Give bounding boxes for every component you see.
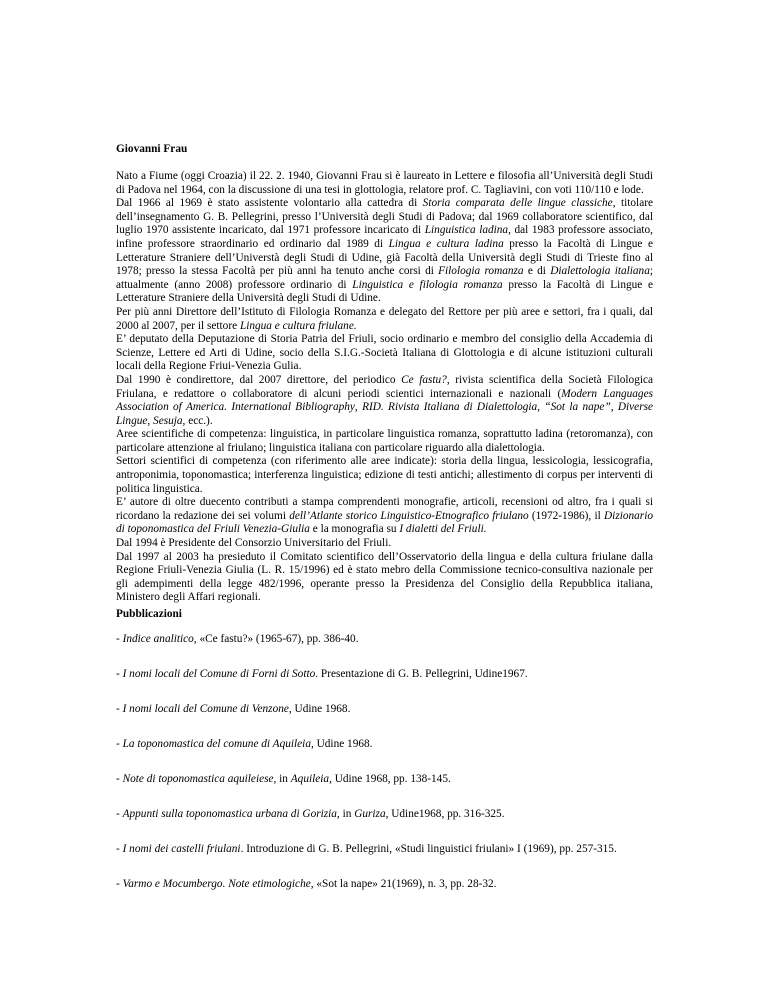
biography <box>116 170 653 605</box>
italic-text-segment: I dialetti del Friuli. <box>399 523 487 536</box>
text-segment: Udine 1968. <box>313 738 373 750</box>
italic-text-segment: Varmo e Mocumbergo. Note etimologiche, <box>122 878 314 890</box>
text-segment: , titolare dell’insegnamento G. B. Pellegrini, presso l’Università degli Studi di Padova; dal 1969 collaboratore scientifico, dal luglio 1970 assistente incaricato, dal 1971 professore incaricato di <box>116 197 653 237</box>
italic-text-segment: La toponomastica del comune di Aquileia, <box>122 738 314 750</box>
italic-text-segment: “Sot la nape”, Diverse Lingue <box>116 401 654 427</box>
italic-text-segment: I nomi locali del Comune di Forni di Sotto <box>122 668 316 680</box>
publication-item <box>116 703 653 717</box>
text-segment: - <box>116 633 123 645</box>
text-segment: - <box>116 878 123 890</box>
publication-item <box>116 843 653 857</box>
bio-paragraph <box>116 170 653 197</box>
italic-text-segment: Aquileia <box>290 773 330 785</box>
publication-item <box>116 808 653 822</box>
publications-heading: Pubblicazioni <box>116 608 182 620</box>
text-segment: Aree scientifiche di competenza: linguistica, in particolare linguistica romanza, soprattutto ladina (retoromanza), con particolare attenzione al friulano; linguistica italiana con particolare riguardo alla dialettologia. <box>116 428 653 454</box>
text-segment: e di <box>523 265 551 278</box>
text-segment: Nato a Fiume (oggi Croazia) il 22. 2. 1940, Giovanni Frau si è laureato in Lettere e filosofia all’Università degli Studi di Padova nel 1964, con la discussione di una tesi in glottologia, relatore prof. C. Tagliavini, con voti 110/110 e lode. <box>116 170 653 196</box>
italic-text-segment: Ce fastu? <box>401 373 447 386</box>
italic-text-segment: Dizionario di toponomastica del Friuli Venezia-Giulia <box>116 509 653 536</box>
publication-item <box>116 738 653 752</box>
italic-text-segment: Modern Languages Association of America. International Bibliography <box>116 387 653 414</box>
text-segment: , Udine 1968, pp. 138-145. <box>329 773 451 785</box>
bio-paragraph <box>116 551 653 605</box>
text-segment: Dal 1994 è Presidente del Consorzio Universitario del Friuli. <box>116 537 392 550</box>
bio-paragraph <box>116 197 653 306</box>
bio-paragraph <box>116 428 653 455</box>
bio-paragraph <box>116 333 653 374</box>
italic-text-segment: Sesuja <box>153 414 183 427</box>
text-segment: E’ autore di oltre duecento contributi a stampa comprendenti monografie, articoli, recensioni od altro, fra i quali si ricordano la redazione dei sei volumi <box>116 496 653 522</box>
italic-text-segment: RID. Rivista Italiana di Dialettologia <box>362 401 538 414</box>
text-segment: Dal 1966 al 1969 è stato assistente volontario alla cattedra di <box>116 197 423 210</box>
italic-text-segment: Note di toponomastica aquileiese, <box>122 773 277 785</box>
text-segment: , ecc.). <box>182 414 213 427</box>
text-segment: , Udine1968, pp. 316-325. <box>385 808 505 820</box>
italic-text-segment: Dialettologia italiana <box>550 265 650 278</box>
text-segment: «Sot la nape» 21(1969), n. 3, pp. 28-32. <box>313 878 497 890</box>
italic-text-segment: Indice analitico, <box>122 633 197 645</box>
text-segment: (1972-1986), il <box>528 509 605 522</box>
italic-text-segment: Appunti sulla toponomastica urbana di Gorizia, <box>122 808 340 820</box>
italic-text-segment: dell’Atlante storico Linguistico-Etnografico friulano <box>289 509 529 522</box>
text-segment: . Introduzione di G. B. Pellegrini, «Studi linguistici friulani» I (1969), pp. 257-315. <box>240 843 617 855</box>
publication-item <box>116 878 653 892</box>
text-segment: , <box>147 414 154 427</box>
bio-paragraph <box>116 374 653 428</box>
bio-paragraph <box>116 455 653 496</box>
text-segment: , dal 1983 professore associato, infine professore straordinario ed ordinario dal 1989 di <box>116 224 653 250</box>
publication-item <box>116 773 653 787</box>
text-segment: , <box>354 401 363 414</box>
text-segment: ; attualmente (anno 2008) professore ordinario di <box>116 265 653 291</box>
italic-text-segment: Linguistica ladina <box>424 224 509 237</box>
text-segment: presso la Facoltà di Lingue e Letterature Straniere dell’Universtà degli Studi di Udine, già Facoltà della Università degli Studi di Trieste fino al 1978; presso la stessa Facoltà per più anni ha tenuto anche corsi di <box>116 237 653 278</box>
bio-paragraph <box>116 496 653 537</box>
bio-paragraph <box>116 537 653 551</box>
text-segment: - <box>116 843 123 855</box>
text-segment: , <box>537 401 545 414</box>
text-segment: . Presentazione di G. B. Pellegrini, Udine1967. <box>315 668 528 680</box>
text-segment: Udine 1968. <box>291 703 351 715</box>
italic-text-segment: I nomi locali del Comune di Venzone, <box>122 703 292 715</box>
text-segment: Per più anni Direttore dell’Istituto di Filologia Romanza e delegato del Rettore per più aree e settori, fra i quali, dal 2000 al 2007, per il settore <box>116 305 653 332</box>
italic-text-segment: Lingua e cultura friulane. <box>239 319 357 332</box>
text-segment: , rivista scientifica della Società Filologica Friulana, e redattore o collaboratore di alcuni periodi scientici internazionali e nazionali ( <box>116 373 654 400</box>
text-segment: - <box>116 808 123 820</box>
italic-text-segment: Lingua e cultura ladina <box>388 237 504 250</box>
italic-text-segment: Guriza <box>354 808 386 820</box>
text-segment: e la monografia su <box>309 523 400 536</box>
text-segment: - <box>116 668 123 680</box>
publication-item <box>116 633 653 647</box>
text-segment: Settori scientifici di competenza (con riferimento alle aree indicate): storia della lingua, lessicologia, lessicografia, antroponimia, toponomastica; interferenza linguistica; edizione di testi antichi; allestimento di corpus per interventi di politica linguistica. <box>116 455 653 495</box>
publication-item <box>116 668 653 682</box>
text-segment: «Ce fastu?» (1965-67), pp. 386-40. <box>196 633 359 645</box>
italic-text-segment: Linguistica e filologia romanza <box>352 278 503 291</box>
text-segment: Dal 1997 al 2003 ha presieduto il Comitato scientifico dell’Osservatorio della lingua e della cultura friulane dalla Regione Friuli-Venezia Giulia (L. R. 15/1996) ed è stato mebro della Commissione tecnico-consultiva nazionale per gli adempimenti della legge 482/1996, operante presso la Presidenza del Consiglio della Repubblica italiana, Ministero degli Affari regionali. <box>116 550 653 604</box>
page-title: Giovanni Frau <box>116 143 188 155</box>
text-segment: - <box>116 773 123 785</box>
italic-text-segment: I nomi dei castelli friulani <box>122 843 241 855</box>
text-segment: - <box>116 738 123 750</box>
italic-text-segment: Filologia romanza <box>438 265 524 278</box>
text-segment: presso la Facoltà di Lingue e Letterature Straniere della Università degli Studi di Udine. <box>116 278 654 305</box>
text-segment: in <box>339 808 355 820</box>
text-segment: in <box>276 773 291 785</box>
bio-paragraph <box>116 306 653 333</box>
text-segment: E’ deputato della Deputazione di Storia Patria del Friuli, socio ordinario e membro del consiglio della Accademia di Scienze, Lettere ed Arti di Udine, socio della S.I.G.-Società Italiana di Glottologia e di alcune istituzioni culturali locali della Regione Friui-Venezia Gulia. <box>116 333 653 373</box>
italic-text-segment: Storia comparata delle lingue classiche <box>422 197 613 210</box>
text-segment: Dal 1990 è condirettore, dal 2007 direttore, del periodico <box>116 373 402 386</box>
text-segment: - <box>116 703 123 715</box>
